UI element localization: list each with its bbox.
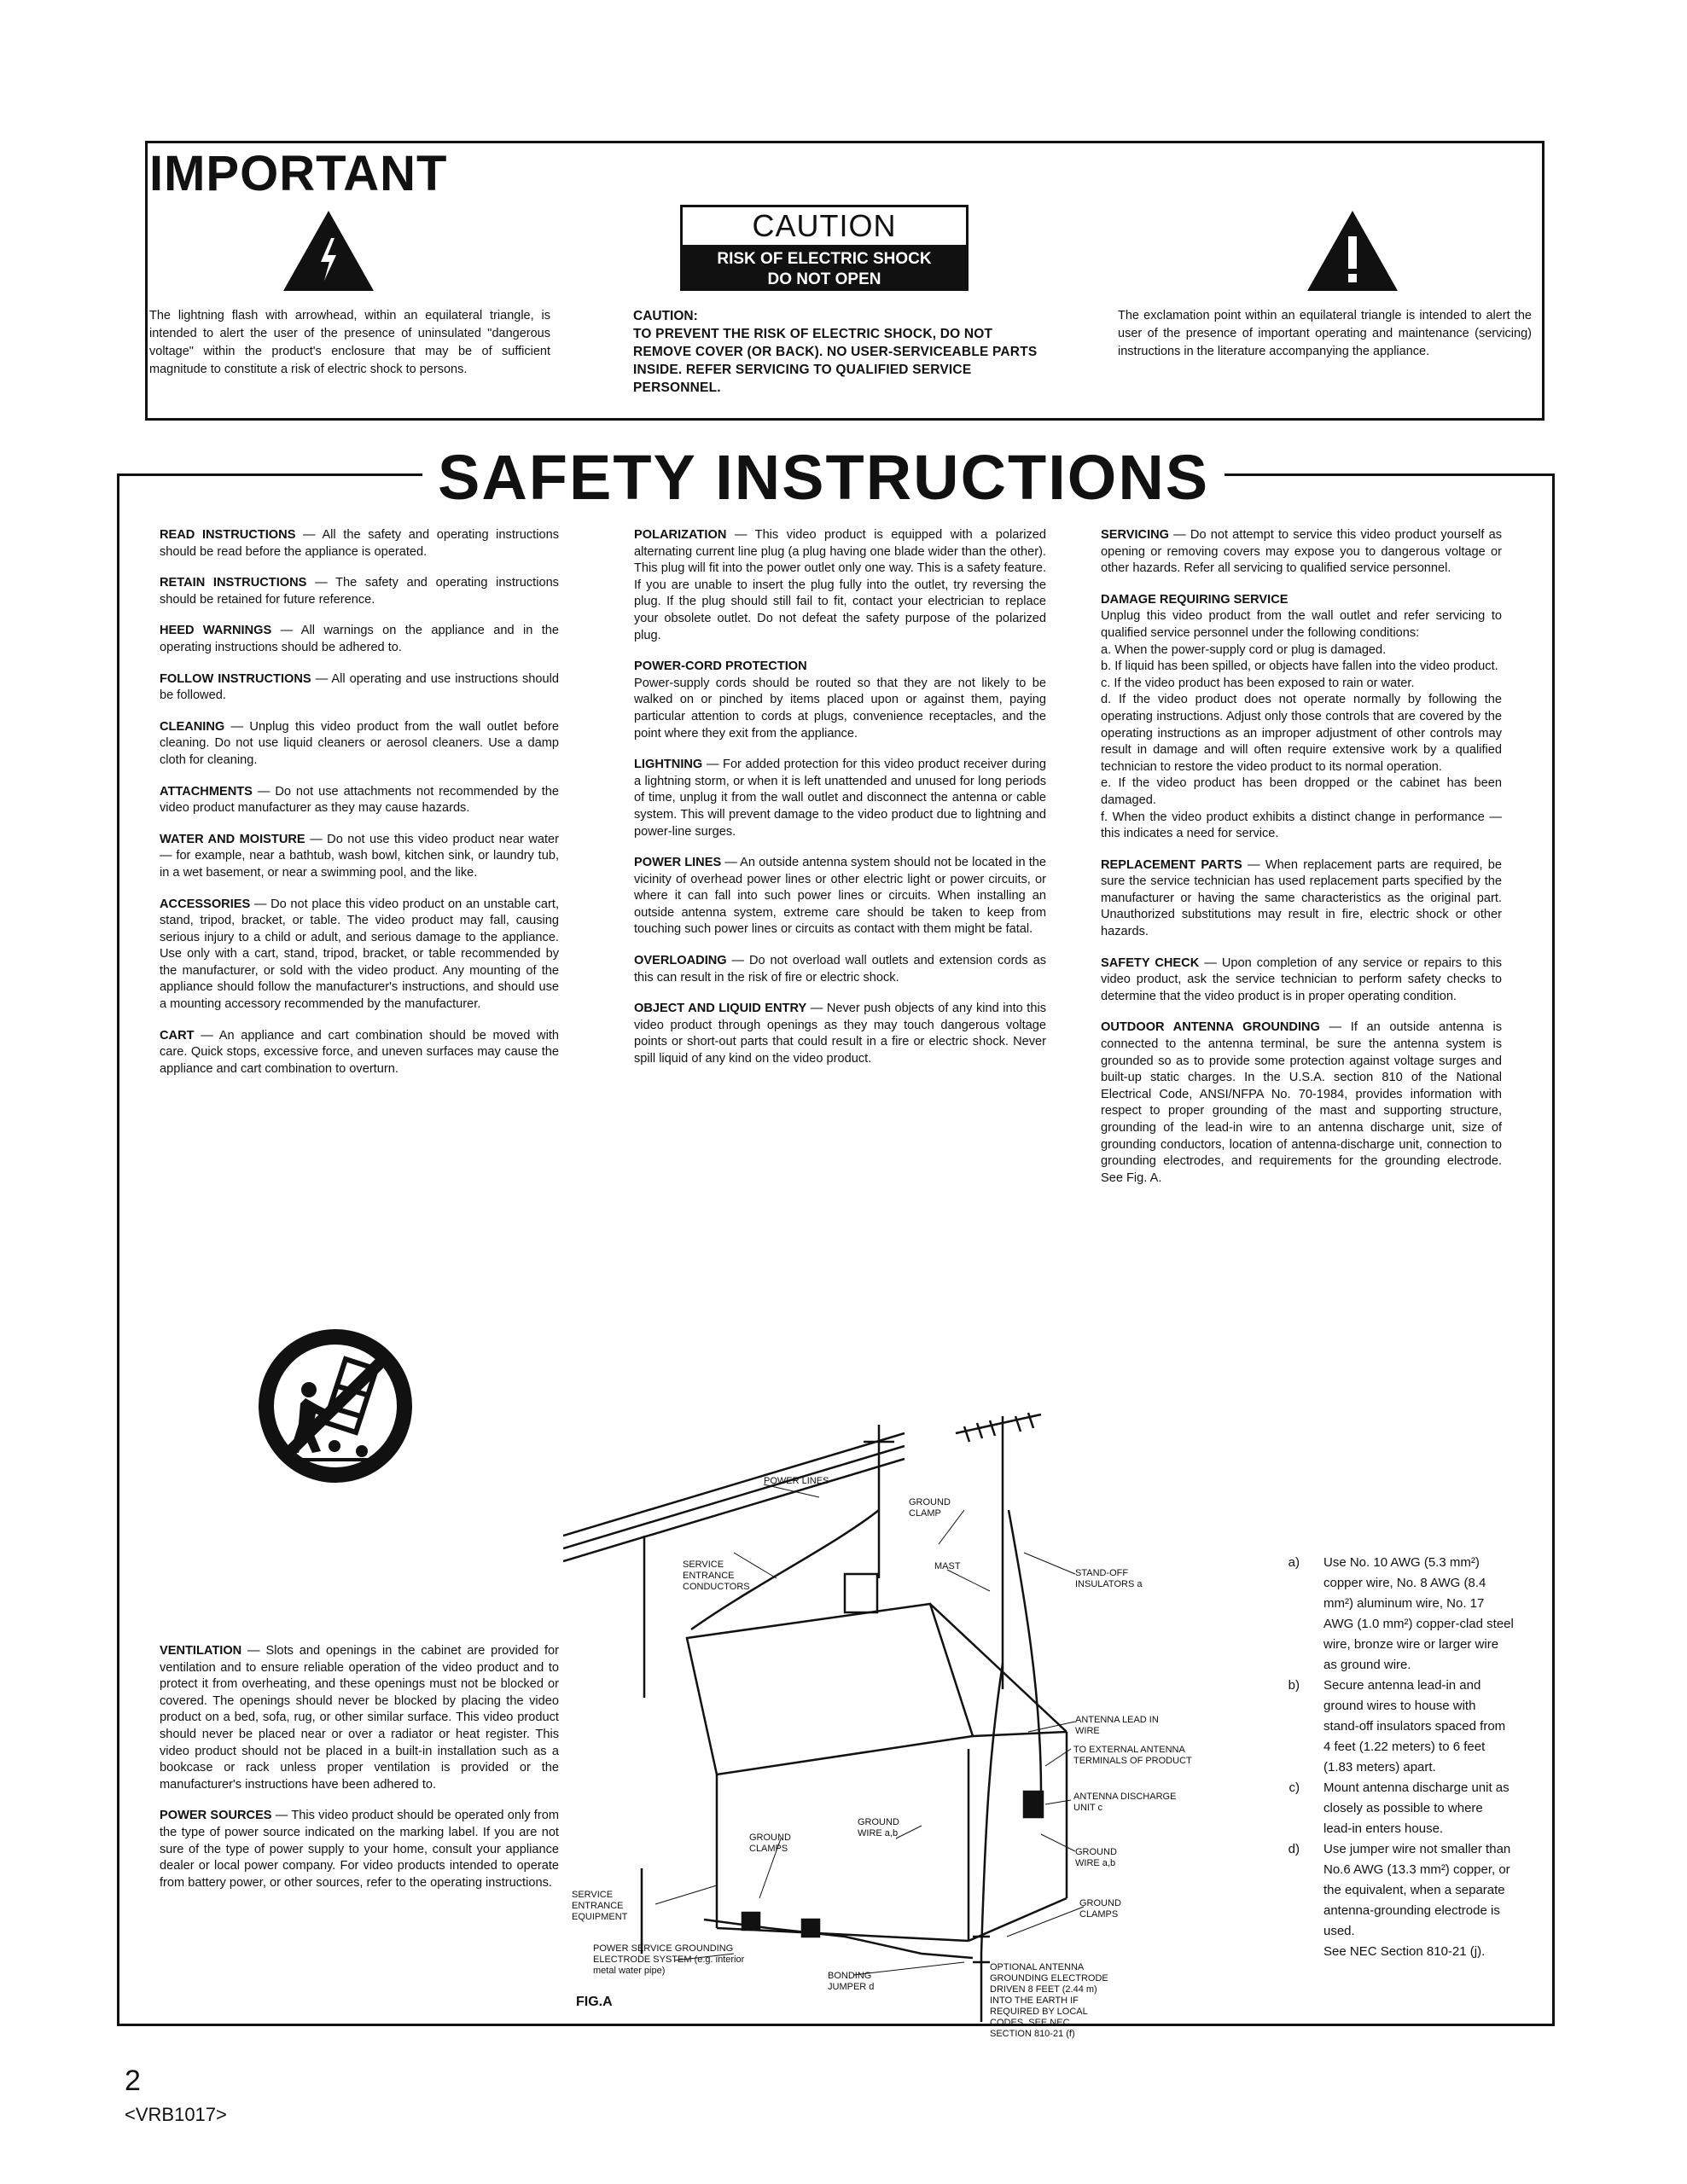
caution-banner-line1: RISK OF ELECTRIC SHOCK — [717, 250, 932, 268]
instruction-text: Do not place this video product on an unstable cart, stand, tripod, bracket, or table. The video product may fall, causing serious injury to a child or adult, and serious damage to the appliance. Use only with a cart, stand, tripod, bracket, or table recommended by the manufacturer, or sold with the video product. Any mounting of the appliance should follow the manufacturer's instructions, and should use a mounting accessory recommended by the manufacturer. — [160, 897, 559, 1012]
instruction-attachments: ATTACHMENTS — Do not use attachments not recommended by the video product manufacturer as they may cause hazards. — [160, 784, 560, 816]
caution-banner — [680, 247, 969, 291]
label-optional-electrode: OPTIONAL ANTENNA GROUNDING ELECTRODE DRIVEN 8 FEET (2.44 m) INTO THE EARTH IF REQUIRED BY LOCAL CODES. SEE NEC SECTION 810-21 (f) — [990, 1962, 1108, 2039]
instruction-text: When replacement parts are required, be sure the service technician has used replacement parts specified by the manufacturer or having the same characteristics as the original part. Unauthorized substitutions may result in fire, electric shock or other hazards. — [1101, 857, 1503, 939]
instruction-cart: CART — An appliance and cart combination should be moved with care. Quick stops, excessive force, and uneven surfaces may cause the appliance and cart combination to overturn. — [160, 1028, 559, 1076]
damage-condition-e: e. If the video product has been dropped or the cabinet has been damaged. — [1101, 776, 1502, 807]
caution-statement — [633, 307, 1038, 397]
figure-caption: FIG.A — [576, 1995, 613, 2009]
note-b — [1259, 1676, 1515, 1778]
label-power-service: POWER SERVICE GROUNDING ELECTRODE SYSTEM (e.g. interior metal water pipe) — [593, 1943, 745, 1976]
label-ground-wire: GROUND WIRE a,b — [858, 1817, 899, 1838]
damage-condition-d: d. If the video product does not operate normally by following the operating instructions. Adjust only those controls that are covered by the operating instructions as an improper adjustment of other controls may result in damage and will often require extensive work by a qualified technician to restore the video product to its normal operation. — [1101, 693, 1502, 774]
exclamation-explanation: The exclamation point within an equilateral triangle is intended to alert the user of the presence of important operating and maintenance (servicing) instructions in the literature accompanying the appliance. — [1118, 309, 1532, 358]
instruction-text: This video product should be operated only from the type of power source indicated on the marking label. If you are not sure of the type of power supply to your home, consult your appliance dealer or local power company. For video products intended to operate from battery power, or other sources, refer to the operating instructions. — [160, 1809, 559, 1890]
instruction-replacement: REPLACEMENT PARTS — When replacement parts are required, be sure the service technician has used replacement parts specified by the manufacturer or having the same characteristics as the original part. Unauthorized substitutions may result in fire, electric shock or other hazards. — [1101, 857, 1503, 939]
note-d — [1259, 1839, 1515, 1942]
damage-condition-c: c. If the video product has been exposed to rain or water. — [1101, 676, 1415, 690]
instruction-ventilation: VENTILATION — Slots and openings in the cabinet are provided for ventilation and to ensure reliable operation of the video product and to protect it from overheating, and these openings must not be blocked or covered. The openings should never be blocked by placing the video product on a bed, sofa, rug, or other similar surface. This video product should never be placed near or over a radiator or heat register. This video product should not be placed in a built-in installation such as a bookcase or rack unless proper ventilation is provided or the manufacturer's instructions have been adhered to. — [160, 1644, 559, 1792]
instruction-heading: POLARIZATION — [634, 528, 727, 542]
note-reference — [1259, 1942, 1515, 1962]
instruction-text: Unplug this video product from the wall outlet and refer servicing to qualified service personnel under the following conditions: — [1101, 609, 1502, 640]
instruction-water: WATER AND MOISTURE — Do not use this video product near water — for example, near a bathtub, wash bowl, kitchen sink, or laundry tub, in a wet basement, or near a swimming pool, and the like. — [160, 832, 560, 880]
instruction-text: Slots and openings in the cabinet are provided for ventilation and to ensure reliable operation of the video product and to protect it from overheating, and these openings must not be blocked or covered. The openings should never be blocked by placing the video product on a bed, sofa, rug, or other similar surface. This video product should never be placed near or over a radiator or heat register. This video product should not be placed in a built-in installation such as a bookcase or rack unless proper ventilation is provided or the manufacturer's instructions have been adhered to. — [160, 1644, 559, 1792]
damage-condition-a: a. When the power-supply cord or plug is damaged. — [1101, 642, 1387, 657]
instruction-heading: POWER LINES — [634, 856, 722, 870]
caution-banner-line2: DO NOT OPEN — [767, 270, 881, 288]
label-service-equipment: SERVICE ENTRANCE EQUIPMENT — [572, 1890, 628, 1922]
antenna-grounding-figure — [563, 1408, 1246, 2039]
safety-title-wrap — [422, 439, 1225, 516]
document-code: <VRB1017> — [125, 2104, 227, 2125]
instruction-safety-check: SAFETY CHECK — Upon completion of any service or repairs to this video product, ask the service technician to perform safety checks to determine that the video product is in proper operating condition. — [1101, 956, 1502, 1003]
instruction-heading: HEED WARNINGS — [160, 624, 272, 638]
note-text: Use No. 10 AWG (5.3 mm²) copper wire, No. 8 AWG (8.4 mm²) aluminum wire, No. 17 AWG (1.0 mm²) copper-clad steel wire, bronze wire or larger wire as ground wire. — [1323, 1555, 1514, 1672]
instruction-text: The safety and operating instructions should be retained for future reference. — [160, 576, 559, 607]
instruction-read: READ INSTRUCTIONS — All the safety and operating instructions should be read before the appliance is operated. — [160, 528, 559, 559]
instruction-heading: VENTILATION — [160, 1644, 242, 1658]
note-key: c) — [1289, 1780, 1300, 1795]
instruction-text: This video product is equipped with a polarized alternating current line plug (a plug having one blade wider than the other). This plug will fit into the power outlet only one way. This is a safety feature. If you are unable to insert the plug fully into the outlet, try reversing the plug. If the plug should still fail to fit, contact your electrician to replace your obsolete outlet. Do not defeat the safety purpose of the polarized plug. — [634, 528, 1046, 642]
instruction-lightning: LIGHTNING — For added protection for this video product receiver during a lightning storm, or when it is left unattended and unused for long periods of time, unplug it from the wall outlet and disconnect the antenna or cable system. This will prevent damage to the video product due to lightning and power-line surges. — [634, 758, 1047, 839]
note-text: Use jumper wire not smaller than No.6 AWG (13.3 mm²) copper, or the equivalent, when a separate antenna-grounding electrode is used. — [1323, 1842, 1511, 1938]
instruction-object-entry: OBJECT AND LIQUID ENTRY — Never push objects of any kind into this video product through openings as they may touch dangerous voltage points or short-out parts that could result in a fire or electric shock. Never spill liquid of any kind on the video product. — [634, 1002, 1046, 1066]
instruction-text: An appliance and cart combination should be moved with care. Quick stops, excessive force, and uneven surfaces may cause the appliance and cart combination to overturn. — [160, 1028, 559, 1076]
label-discharge-unit: ANTENNA DISCHARGE UNIT c — [1073, 1792, 1177, 1813]
instruction-text: Do not overload wall outlets and extension cords as this can result in the risk of fire or electric shock. — [634, 954, 1047, 985]
note-key: d) — [1288, 1842, 1300, 1856]
note-text: Secure antenna lead-in and ground wires to house with stand-off insulators spaced from 4 feet (1.22 meters) to 6 feet (1.83 meters) apart. — [1323, 1678, 1506, 1774]
note-key: b) — [1288, 1678, 1300, 1693]
label-ground-wire-2: GROUND WIRE a,b — [1075, 1847, 1117, 1868]
instruction-overloading: OVERLOADING — Do not overload wall outlets and extension cords as this can result in the risk of fire or electric shock. — [634, 954, 1047, 985]
caution-heading: CAUTION: — [633, 309, 698, 323]
label-standoff-insulators: STAND-OFF INSULATORS a — [1075, 1568, 1143, 1589]
damage-condition-f: f. When the video product exhibits a distinct change in performance — this indicates a need for service. — [1101, 810, 1502, 841]
instruction-heading: ACCESSORIES — [160, 897, 251, 911]
instruction-text: An outside antenna system should not be located in the vicinity of overhead power lines or other electric light or power circuits, or where it can fall into such power lines or circuits. When installing an outside antenna system, extreme care should be taken to keep from touching such power lines or circuits as contact with them might be fatal. — [634, 856, 1046, 937]
instruction-heading: WATER AND MOISTURE — [160, 832, 305, 846]
instruction-text: All warnings on the appliance and in the operating instructions should be adhered to. — [160, 624, 560, 654]
instruction-heading: SAFETY CHECK — [1101, 956, 1200, 970]
note-text: See NEC Section 810-21 (j). — [1323, 1944, 1486, 1959]
note-text: Mount antenna discharge unit as closely as possible to where lead-in enters house. — [1323, 1780, 1510, 1836]
instruction-text: Power-supply cords should be routed so that they are not likely to be walked on or pinched by items placed upon or against them, paying particular attention to cords at plugs, convenience receptacles, and the point where they exit from the appliance. — [634, 676, 1046, 741]
label-bonding-jumper: BONDING JUMPER d — [828, 1971, 875, 1992]
instruction-text: Do not use this video product near water — for example, near a bathtub, wash bowl, kitchen sink, or laundry tub, in a wet basement, or near a swimming pool, and the like. — [160, 832, 560, 880]
column-2 — [634, 527, 1046, 1083]
instruction-text: Unplug this video product from the wall outlet before cleaning. Do not use liquid cleaners or aerosol cleaners. Use a damp cloth for cleaning. — [160, 719, 559, 767]
instruction-heading: DAMAGE REQUIRING SERVICE — [1101, 592, 1289, 607]
note-c — [1259, 1778, 1515, 1839]
instruction-retain: RETAIN INSTRUCTIONS — The safety and operating instructions should be retained for future reference. — [160, 576, 559, 607]
instruction-text: If an outside antenna is connected to the antenna terminal, be sure the antenna system is grounded so as to provide some protection against voltage surges and built-up static charges. In the U.S.A. section 810 of the National Electrical Code, ANSI/NFPA No. 70-1984, provides information with respect to proper grounding of the mast and supporting structure, grounding of the lead-in wire to an antenna discharge unit, size of grounding conductors, location of antenna-discharge unit, connection to grounding electrodes, and requirements for the grounding electrode. See Fig. A. — [1101, 1020, 1502, 1185]
label-ground-clamp: GROUND CLAMP — [909, 1497, 951, 1519]
instruction-follow: FOLLOW INSTRUCTIONS — All operating and use instructions should be followed. — [160, 671, 559, 703]
caution-label: CAUTION — [680, 205, 969, 247]
instruction-damage — [1101, 592, 1502, 843]
instruction-text: Never push objects of any kind into this video product through openings as they may touch dangerous voltage points or short-out parts that could result in a fire or electric shock. Never spill liquid of any kind on the video product. — [634, 1002, 1046, 1066]
instruction-heading: POWER-CORD PROTECTION — [634, 659, 807, 674]
instruction-heading: CLEANING — [160, 719, 225, 734]
label-ground-clamps: GROUND CLAMPS — [749, 1833, 791, 1854]
instruction-heading: RETAIN INSTRUCTIONS — [160, 576, 307, 590]
instruction-heading: OUTDOOR ANTENNA GROUNDING — [1101, 1020, 1320, 1035]
label-lead-in: ANTENNA LEAD IN WIRE — [1075, 1715, 1159, 1736]
label-service-entrance: SERVICE ENTRANCE CONDUCTORS — [683, 1560, 750, 1592]
note-key — [1259, 1942, 1323, 1962]
instruction-heed: HEED WARNINGS — All warnings on the appliance and in the operating instructions should be adhered to. — [160, 624, 560, 654]
column-3 — [1101, 527, 1502, 1201]
instruction-power-cord — [634, 659, 1046, 742]
column-1 — [160, 527, 559, 1092]
note-a — [1259, 1553, 1515, 1676]
instruction-heading: REPLACEMENT PARTS — [1101, 857, 1242, 872]
instruction-power-sources: POWER SOURCES — This video product should be operated only from the type of power source indicated on the marking label. If you are not sure of the type of power supply to your home, consult your appliance dealer or local power company. For video products intended to operate from battery power, or other sources, refer to the operating instructions. — [160, 1809, 559, 1890]
cart-tipover-icon — [256, 1327, 415, 1485]
instruction-heading: FOLLOW INSTRUCTIONS — [160, 671, 311, 686]
damage-condition-b: b. If liquid has been spilled, or objects have fallen into the video product. — [1101, 659, 1498, 674]
instruction-heading: CART — [160, 1028, 195, 1043]
exclamation-warning-icon — [1306, 209, 1399, 293]
safety-title: SAFETY INSTRUCTIONS — [438, 442, 1210, 513]
label-mast: MAST — [934, 1561, 961, 1571]
grounding-notes — [1259, 1553, 1515, 1962]
label-power-lines: POWER LINES — [764, 1476, 829, 1486]
instruction-heading: READ INSTRUCTIONS — [160, 528, 296, 542]
instruction-text: Do not attempt to service this video product yourself as opening or removing covers may expose you to dangerous voltage or other hazards. Refer all servicing to qualified service personnel. — [1101, 528, 1503, 576]
important-title: IMPORTANT — [149, 146, 448, 201]
instruction-heading: ATTACHMENTS — [160, 784, 253, 799]
column-1-bottom — [160, 1643, 559, 1906]
label-to-terminal: TO EXTERNAL ANTENNA TERMINALS OF PRODUCT — [1073, 1745, 1192, 1766]
instruction-heading: OVERLOADING — [634, 954, 727, 968]
instruction-text: All the safety and operating instructions should be read before the appliance is operated. — [160, 528, 559, 559]
instruction-antenna-grounding: OUTDOOR ANTENNA GROUNDING — If an outside antenna is connected to the antenna terminal, be sure the antenna system is grounded so as to provide some protection against voltage surges and built-up static charges. In the U.S.A. section 810 of the National Electrical Code, ANSI/NFPA No. 70-1984, provides information with respect to proper grounding of the mast and supporting structure, grounding of the lead-in wire to an antenna discharge unit, size of grounding conductors, location of antenna-discharge unit, connection to grounding electrodes, and requirements for the grounding electrode. See Fig. A. — [1101, 1020, 1502, 1185]
instruction-polarization: POLARIZATION — This video product is equipped with a polarized alternating current line plug (a plug having one blade wider than the other). This plug will fit into the power outlet only one way. This is a safety feature. If you are unable to insert the plug fully into the outlet, try reversing the plug. If the plug should still fail to fit, contact your electrician to replace your obsolete outlet. Do not defeat the safety purpose of the polarized plug. — [634, 528, 1046, 642]
note-key: a) — [1288, 1555, 1300, 1570]
instruction-text: Upon completion of any service or repairs to this video product, ask the service technician to perform safety checks to determine that the video product is in proper operating condition. — [1101, 956, 1502, 1003]
instruction-text: All operating and use instructions should be followed. — [160, 671, 559, 703]
instruction-accessories: ACCESSORIES — Do not place this video product on an unstable cart, stand, tripod, bracket, or table. The video product may fall, causing serious injury to a child or adult, and serious damage to the appliance. Use only with a cart, stand, tripod, bracket, or table recommended by the manufacturer, or sold with the video product. Any mounting of the appliance should follow the manufacturer's instructions, and should use a mounting accessory recommended by the manufacturer. — [160, 897, 559, 1012]
label-ground-clamps-2: GROUND CLAMPS — [1079, 1898, 1121, 1920]
instruction-text: Do not use attachments not recommended by the video product manufacturer as they may cause hazards. — [160, 784, 560, 816]
instruction-heading: POWER SOURCES — [160, 1809, 272, 1823]
instruction-servicing: SERVICING — Do not attempt to service this video product yourself as opening or removing covers may expose you to dangerous voltage or other hazards. Refer all servicing to qualified service personnel. — [1101, 528, 1503, 576]
instruction-heading: LIGHTNING — [634, 758, 703, 772]
instruction-cleaning: CLEANING — Unplug this video product from the wall outlet before cleaning. Do not use liquid cleaners or aerosol cleaners. Use a damp cloth for cleaning. — [160, 719, 559, 767]
lightning-explanation: The lightning flash with arrowhead, within an equilateral triangle, is intended to alert the user of the presence of uninsulated "dangerous voltage" within the product's enclosure that may be of sufficient magnitude to constitute a risk of electric shock to persons. — [149, 309, 550, 376]
instruction-heading: SERVICING — [1101, 528, 1170, 542]
instruction-heading: OBJECT AND LIQUID ENTRY — [634, 1002, 807, 1016]
lightning-warning-icon — [282, 209, 375, 293]
page-number: 2 — [125, 2065, 141, 2097]
instruction-text: For added protection for this video product receiver during a lightning storm, or when it is left unattended and unused for long periods of time, unplug it from the wall outlet and disconnect the antenna or cable system. This will prevent damage to the video product due to lightning and power-line surges. — [634, 758, 1047, 839]
instruction-power-lines: POWER LINES — An outside antenna system should not be located in the vicinity of overhead power lines or other electric light or power circuits, or where it can fall into such power lines or circuits. When installing an outside antenna system, extreme care should be taken to keep from touching such power lines or circuits as contact with them might be fatal. — [634, 856, 1046, 937]
caution-text: TO PREVENT THE RISK OF ELECTRIC SHOCK, DO NOT REMOVE COVER (OR BACK). NO USER-SERVICEABLE PARTS INSIDE. REFER SERVICING TO QUALIFIED SERVICE PERSONNEL. — [633, 327, 1038, 395]
